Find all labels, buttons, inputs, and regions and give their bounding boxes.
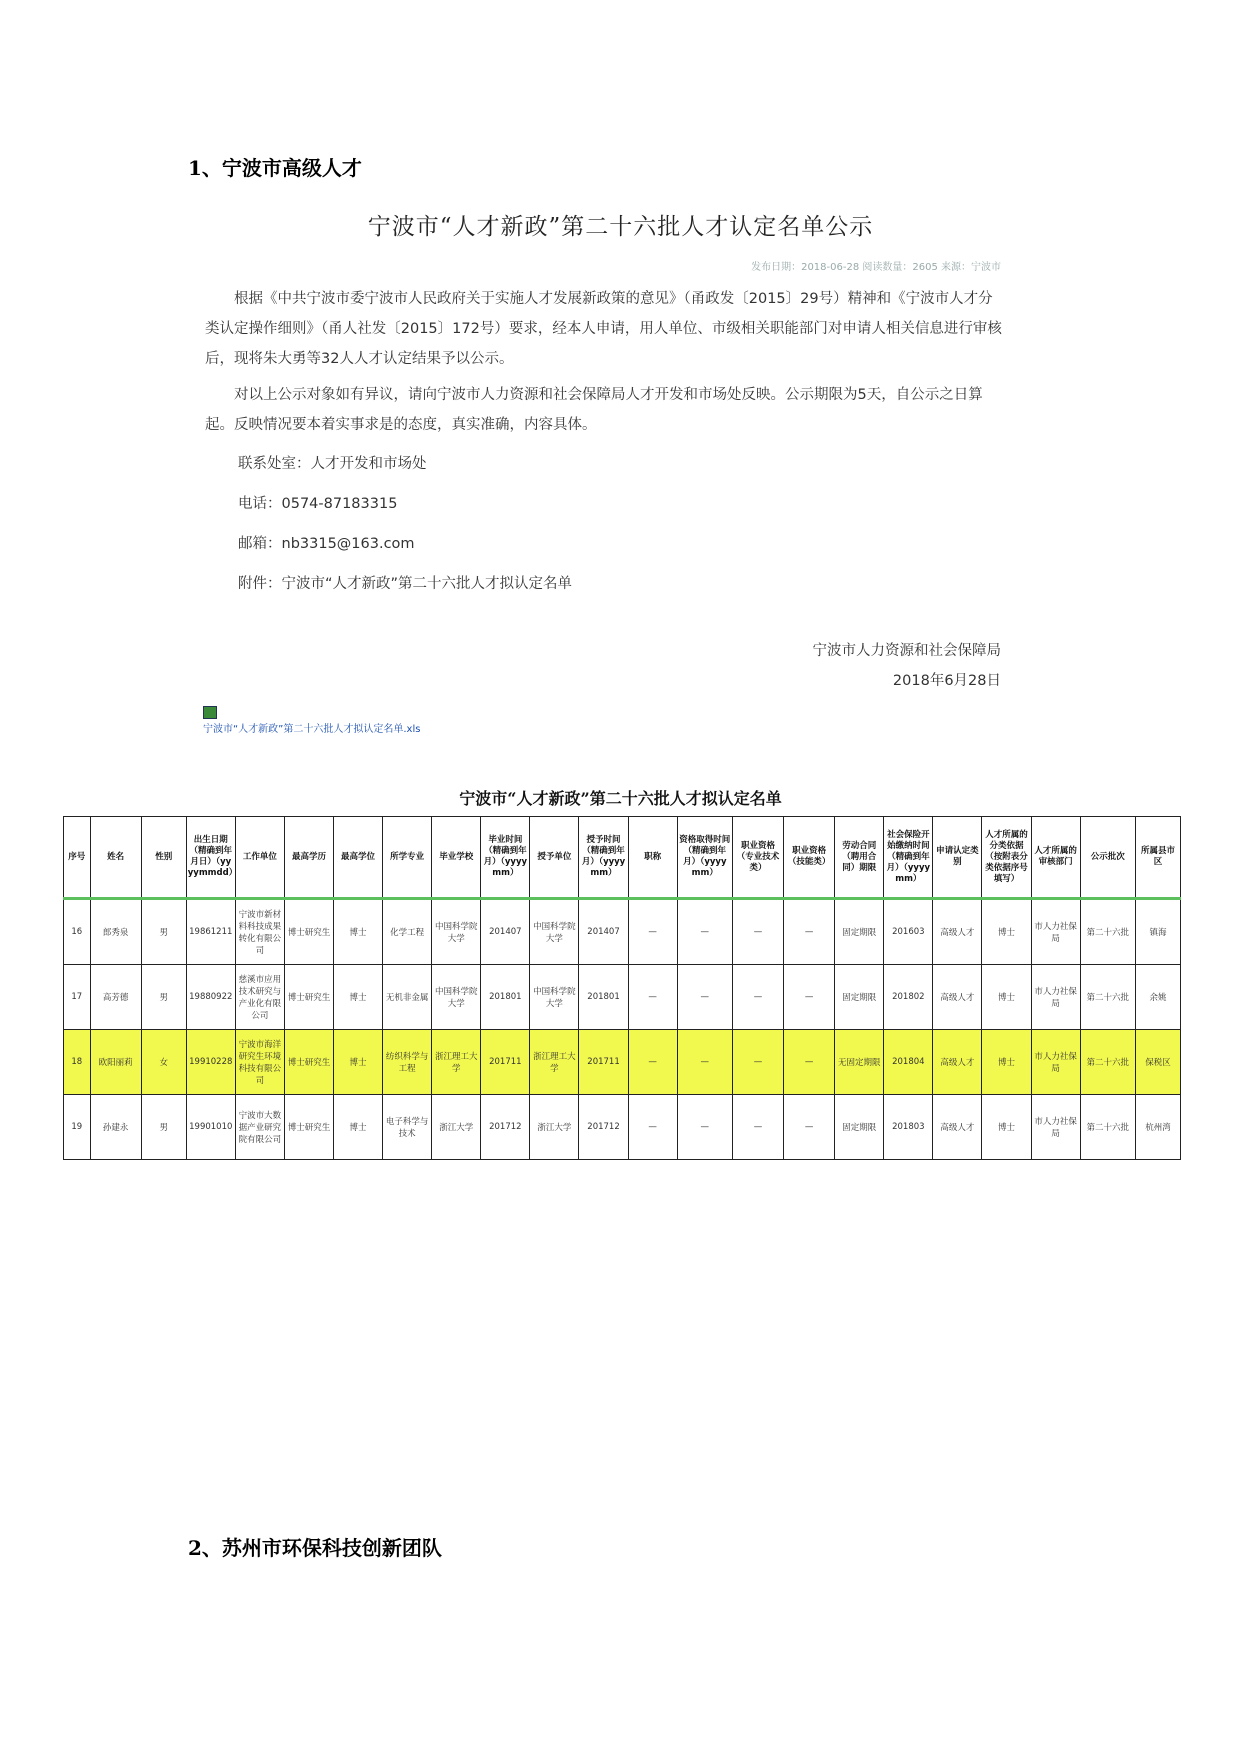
table-cell: 中国科学院大学 — [530, 899, 579, 965]
column-header: 序号 — [64, 817, 91, 899]
table-cell: 201802 — [884, 965, 933, 1030]
column-header: 出生日期（精确到年月日）（yyyymmdd） — [186, 817, 235, 899]
table-cell: — — [628, 1030, 677, 1095]
table-cell: 博士 — [982, 965, 1031, 1030]
contact-email: 邮箱：nb3315@163.com — [238, 536, 415, 552]
notice-paragraph: 根据《中共宁波市委宁波市人民政府关于实施人才发展新政策的意见》（甬政发〔2015〕29号）精神和《宁波市人才分类认定操作细则》（甬人社发〔2015〕172号）要求，经本人申请，用人单位、市级相关职能部门对申请人相关信息进行审核后，现将朱大勇等32人人才认定结果予以公示。 — [205, 291, 1002, 367]
contact-office: 联系处室：人才开发和市场处 — [238, 456, 427, 472]
column-header: 职业资格（技能类） — [784, 817, 835, 899]
notice-body-2 — [205, 380, 1005, 440]
table-row — [64, 965, 1181, 1030]
table-cell: 201801 — [481, 965, 530, 1030]
table-cell: 博士研究生 — [284, 899, 333, 965]
table-cell: 保税区 — [1135, 1030, 1180, 1095]
column-header: 职称 — [628, 817, 677, 899]
column-header: 社会保险开始缴纳时间（精确到年月）（yyyymm） — [884, 817, 933, 899]
table-cell: — — [732, 965, 783, 1030]
table-row — [64, 1095, 1181, 1160]
table-cell: 19861211 — [186, 899, 235, 965]
column-header: 人才所属的分类依据（按附表分类依据序号填写） — [982, 817, 1031, 899]
talent-table — [63, 816, 1181, 1145]
attachment-note: 附件：宁波市“人才新政”第二十六批人才拟认定名单 — [238, 576, 573, 592]
excel-file-icon[interactable] — [203, 706, 217, 719]
table-cell: 郎秀泉 — [90, 899, 141, 965]
table-cell: — — [784, 1030, 835, 1095]
signature-date: 2018年6月28日 — [892, 673, 1001, 689]
column-header: 性别 — [141, 817, 186, 899]
table-cell: — — [732, 1095, 783, 1160]
table-cell: 杭州湾 — [1135, 1095, 1180, 1160]
column-header: 所属县市区 — [1135, 817, 1180, 899]
table-cell: — — [732, 1030, 783, 1095]
table-cell: 201801 — [579, 965, 628, 1030]
column-header: 授予单位 — [530, 817, 579, 899]
table-row — [64, 1030, 1181, 1095]
table-cell: 无固定期限 — [835, 1030, 884, 1095]
table-cell: 男 — [141, 899, 186, 965]
column-header: 资格取得时间（精确到年月）（yyyymm） — [677, 817, 732, 899]
column-header: 工作单位 — [235, 817, 284, 899]
table-cell: 中国科学院大学 — [530, 965, 579, 1030]
column-header: 姓名 — [90, 817, 141, 899]
table-cell: — — [677, 899, 732, 965]
table-cell: 第二十六批 — [1080, 1095, 1135, 1160]
table-cell: 余姚 — [1135, 965, 1180, 1030]
table-cell: — — [677, 965, 732, 1030]
table-cell: 17 — [64, 965, 91, 1030]
table-cell: 19880922 — [186, 965, 235, 1030]
table-cell: 201711 — [481, 1030, 530, 1095]
table-cell: 201407 — [481, 899, 530, 965]
signature — [813, 636, 1002, 696]
table-cell: 18 — [64, 1030, 91, 1095]
column-header: 毕业学校 — [432, 817, 481, 899]
table-cell: 宁波市海洋研究生环境科技有限公司 — [235, 1030, 284, 1095]
table-cell: 19910228 — [186, 1030, 235, 1095]
table-cell: 高级人才 — [933, 1030, 982, 1095]
table-cell: 电子科学与技术 — [383, 1095, 432, 1160]
table-cell: 19 — [64, 1095, 91, 1160]
column-header: 最高学历 — [284, 817, 333, 899]
column-header: 最高学位 — [334, 817, 383, 899]
table-cell: 201803 — [884, 1095, 933, 1160]
table-cell: 博士研究生 — [284, 1030, 333, 1095]
column-header: 毕业时间（精确到年月）（yyyymm） — [481, 817, 530, 899]
table-cell: 慈溪市应用技术研究与产业化有限公司 — [235, 965, 284, 1030]
table-cell: 市人力社保局 — [1031, 899, 1080, 965]
column-header: 申请认定类别 — [933, 817, 982, 899]
table-cell: 博士研究生 — [284, 965, 333, 1030]
table-cell: 市人力社保局 — [1031, 1030, 1080, 1095]
table-cell: — — [784, 1095, 835, 1160]
table-cell: 无机非金属 — [383, 965, 432, 1030]
table-cell: 中国科学院大学 — [432, 899, 481, 965]
section-heading-1: 1、宁波市高级人才 — [188, 156, 362, 180]
table-cell: 201712 — [579, 1095, 628, 1160]
table-cell: 博士 — [334, 1030, 383, 1095]
table-cell: 男 — [141, 965, 186, 1030]
table-cell: 201407 — [579, 899, 628, 965]
table-cell: 16 — [64, 899, 91, 965]
table-cell: — — [784, 899, 835, 965]
column-header: 授予时间（精确到年月）（yyyymm） — [579, 817, 628, 899]
table-cell: 19901010 — [186, 1095, 235, 1160]
table-cell: 欧阳丽莉 — [90, 1030, 141, 1095]
table-cell: 201603 — [884, 899, 933, 965]
table-cell: 宁波市大数据产业研究院有限公司 — [235, 1095, 284, 1160]
publish-meta: 发布日期：2018-06-28 阅读数量：2605 来源：宁波市 — [751, 262, 1001, 273]
table-cell: 201711 — [579, 1030, 628, 1095]
column-header: 劳动合同（聘用合同）期限 — [835, 817, 884, 899]
table-cell: 浙江理工大学 — [530, 1030, 579, 1095]
table-cell: 浙江大学 — [530, 1095, 579, 1160]
table-cell: 固定期限 — [835, 965, 884, 1030]
table-cell: 博士 — [982, 899, 1031, 965]
table-cell: 女 — [141, 1030, 186, 1095]
table-cell: — — [628, 965, 677, 1030]
table-cell: 纺织科学与工程 — [383, 1030, 432, 1095]
section-heading-2: 2、苏州市环保科技创新团队 — [188, 1536, 442, 1560]
table-cell: 高级人才 — [933, 899, 982, 965]
table-cell: 博士 — [334, 899, 383, 965]
notice-paragraph: 对以上公示对象如有异议，请向宁波市人力资源和社会保障局人才开发和市场处反映。公示期限为5天，自公示之日算起。反映情况要本着实事求是的态度，真实准确，内容具体。 — [205, 387, 983, 433]
table-cell: 固定期限 — [835, 899, 884, 965]
column-header: 职业资格（专业技术类） — [732, 817, 783, 899]
table-cell: 第二十六批 — [1080, 965, 1135, 1030]
table-cell: — — [732, 899, 783, 965]
table-cell: 201712 — [481, 1095, 530, 1160]
table-cell: 宁波市新材料科技成果转化有限公司 — [235, 899, 284, 965]
table-cell: 高级人才 — [933, 965, 982, 1030]
table-cell: — — [628, 1095, 677, 1160]
table-header-row — [64, 817, 1181, 899]
column-header: 人才所属的审核部门 — [1031, 817, 1080, 899]
table-cell: 博士研究生 — [284, 1095, 333, 1160]
column-header: 公示批次 — [1080, 817, 1135, 899]
table-cell: 第二十六批 — [1080, 899, 1135, 965]
table-cell: 固定期限 — [835, 1095, 884, 1160]
contact-phone: 电话：0574-87183315 — [238, 496, 398, 512]
table-cell: 浙江理工大学 — [432, 1030, 481, 1095]
attachment-link[interactable]: 宁波市“人才新政”第二十六批人才拟认定名单.xls — [203, 724, 421, 735]
table-title: 宁波市“人才新政”第二十六批人才拟认定名单 — [459, 789, 782, 808]
table-row — [64, 899, 1181, 965]
table-cell: 男 — [141, 1095, 186, 1160]
column-header: 所学专业 — [383, 817, 432, 899]
table-cell: 博士 — [334, 1095, 383, 1160]
table-cell: 孙建永 — [90, 1095, 141, 1160]
table-cell: 高级人才 — [933, 1095, 982, 1160]
table-cell: — — [628, 899, 677, 965]
table-cell: — — [677, 1030, 732, 1095]
notice-title: 宁波市“人才新政”第二十六批人才认定名单公示 — [367, 214, 874, 240]
table-cell: 化学工程 — [383, 899, 432, 965]
table-cell: 镇海 — [1135, 899, 1180, 965]
table-cell: 中国科学院大学 — [432, 965, 481, 1030]
table-cell: 高芳德 — [90, 965, 141, 1030]
table-cell: 浙江大学 — [432, 1095, 481, 1160]
table-cell: 市人力社保局 — [1031, 965, 1080, 1030]
notice-body — [205, 284, 1005, 374]
table-cell: 博士 — [982, 1030, 1031, 1095]
table-cell: 博士 — [982, 1095, 1031, 1160]
table-cell: 博士 — [334, 965, 383, 1030]
table-cell: 第二十六批 — [1080, 1030, 1135, 1095]
signature-org: 宁波市人力资源和社会保障局 — [812, 643, 1001, 659]
table-cell: — — [677, 1095, 732, 1160]
table-cell: 201804 — [884, 1030, 933, 1095]
table-cell: — — [784, 965, 835, 1030]
table-cell: 市人力社保局 — [1031, 1095, 1080, 1160]
